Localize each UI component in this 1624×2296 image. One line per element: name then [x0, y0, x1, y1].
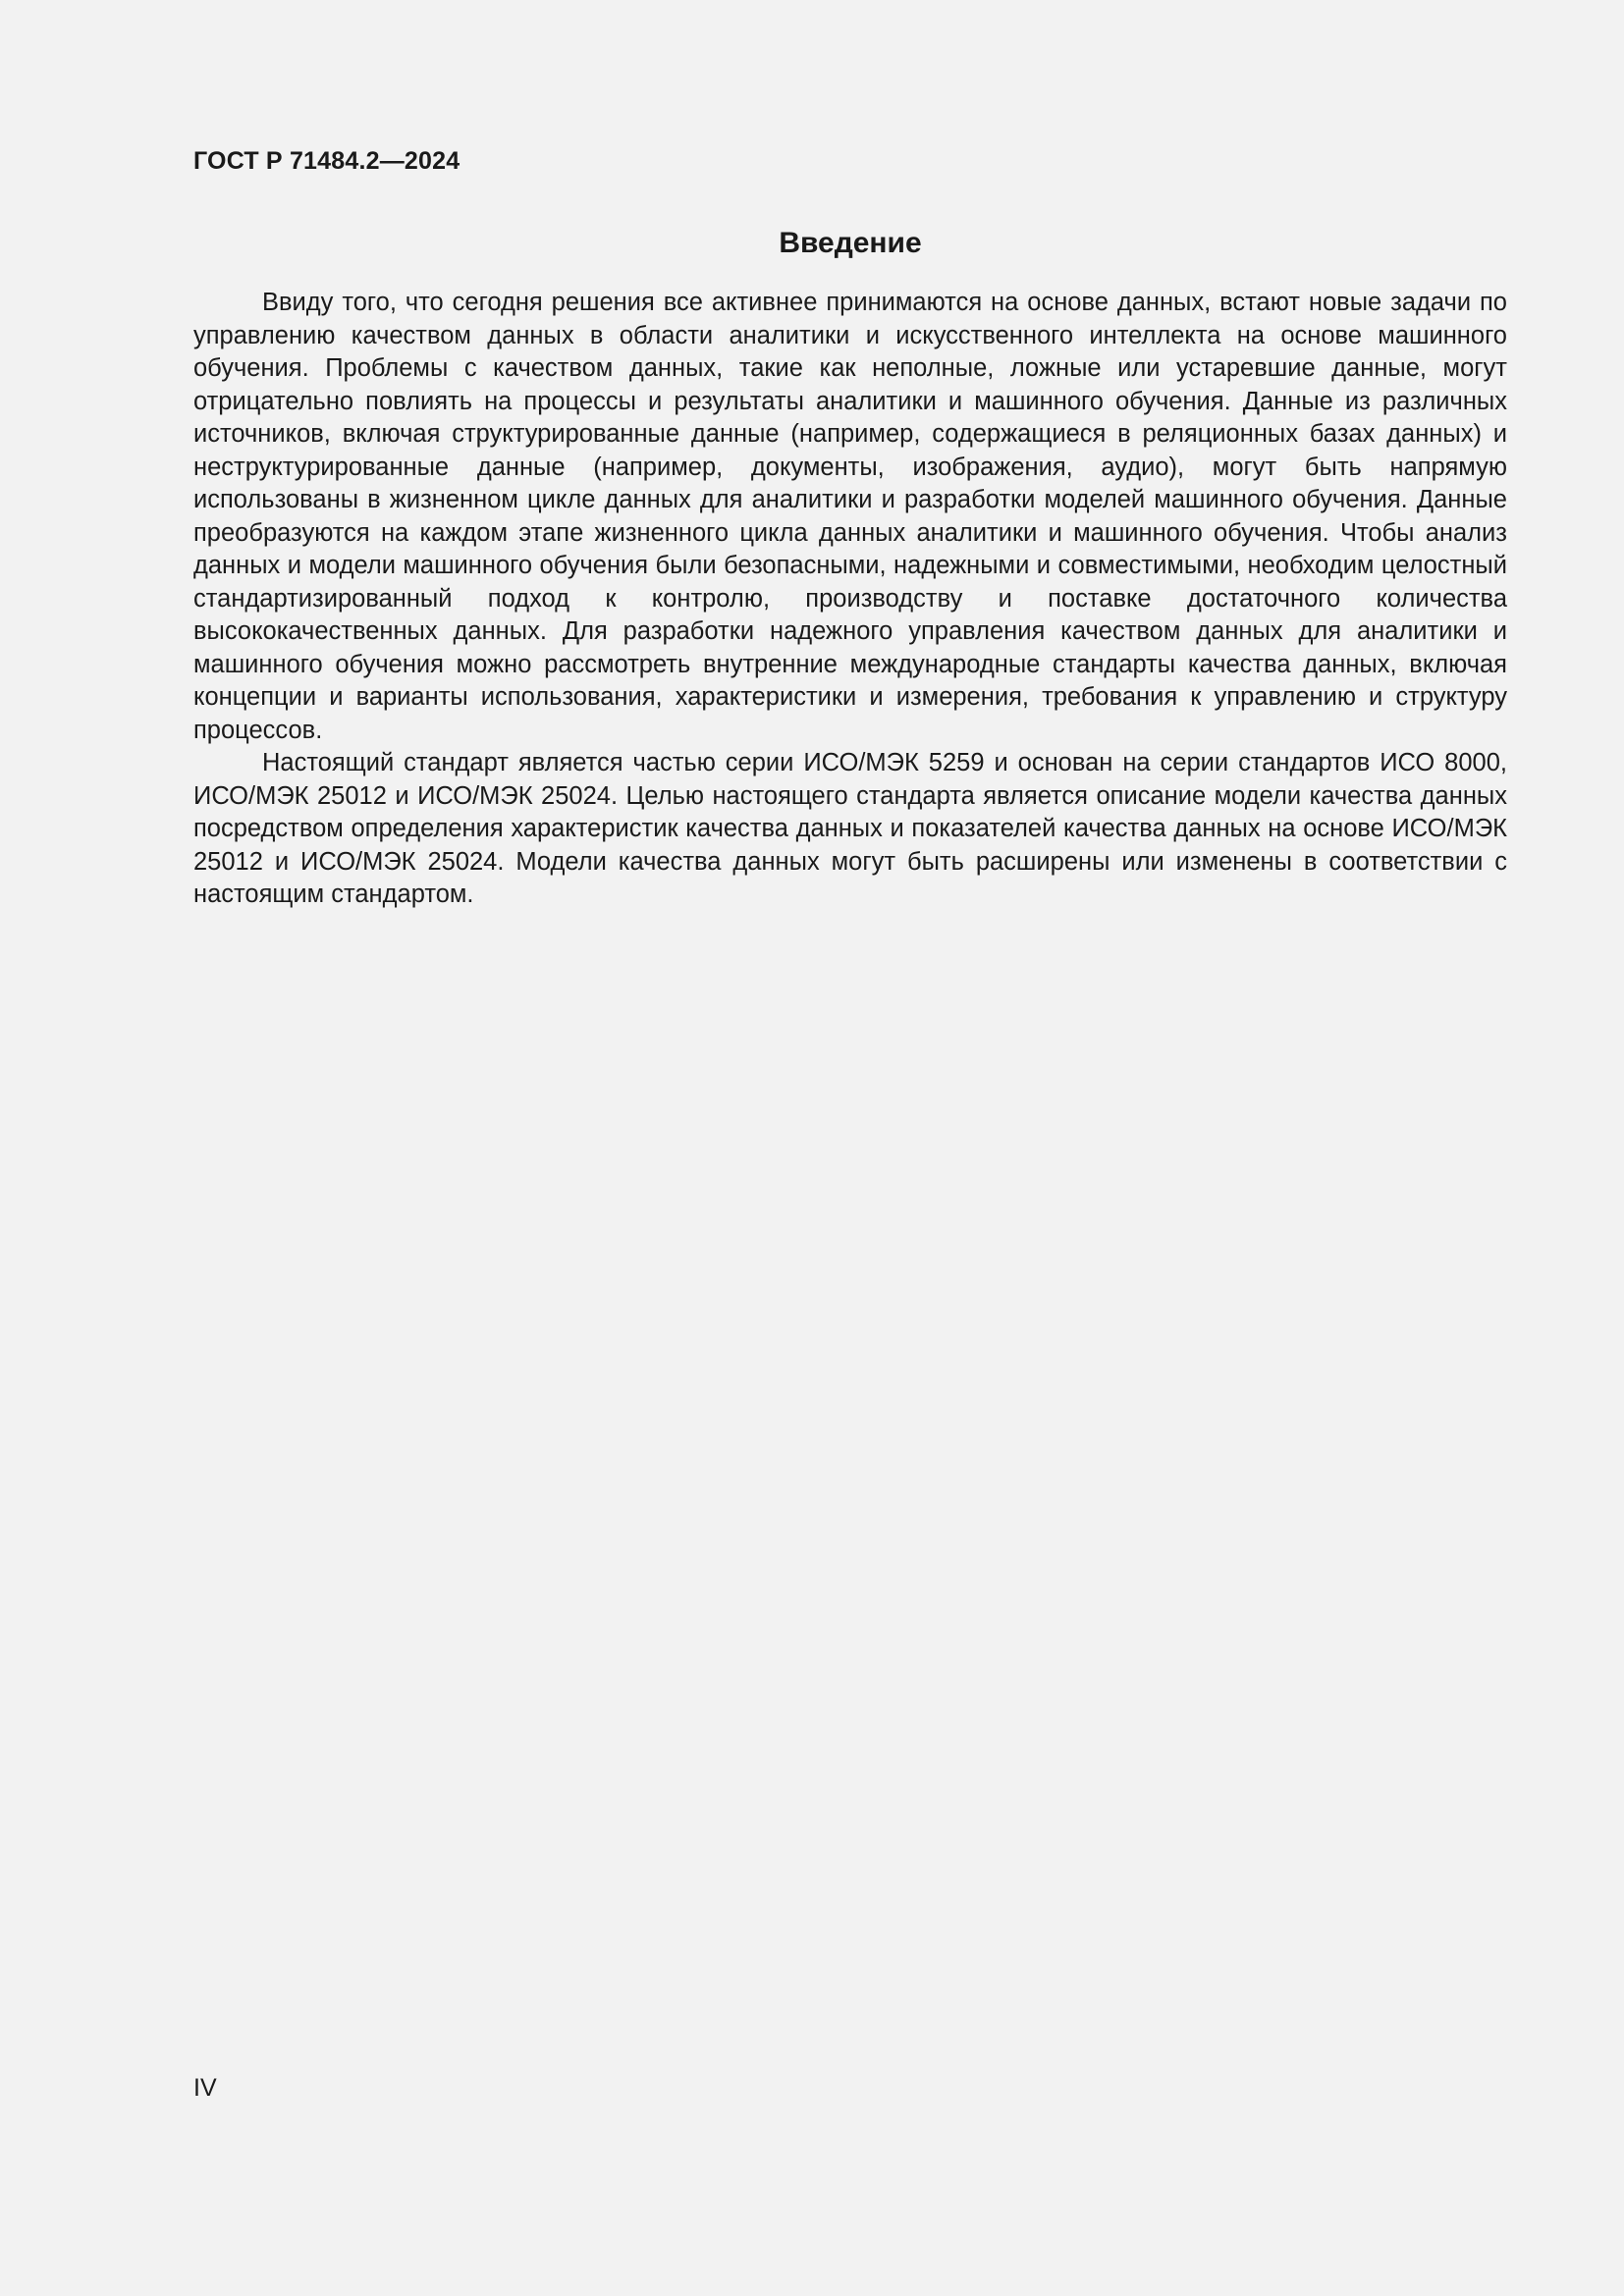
section-title: Введение: [779, 227, 922, 259]
page-number: IV: [193, 2074, 217, 2102]
body-text: [193, 287, 1507, 912]
paragraph-2: Настоящий стандарт является частью серии ИСО/МЭК 5259 и основан на серии стандартов ИСО 8000, ИСО/МЭК 25012 и ИСО/МЭК 25024. Целью настоящего стандарта является описание модели качества данных посредством определения характеристик качества данных и показателей качества данных на основе ИСО/МЭК 25012 и ИСО/МЭК 25024. Модели качества данных могут быть расширены или изменены в соответствии с настоящим стандартом.: [193, 749, 1507, 908]
document-page: [193, 0, 1507, 2296]
document-designation: ГОСТ Р 71484.2—2024: [193, 147, 460, 175]
paragraph-1: Ввиду того, что сегодня решения все активнее принимаются на основе данных, встают новые задачи по управлению качеством данных в области аналитики и искусственного интеллекта на основе машинного обучения. Проблемы с качеством данных, такие как неполные, ложные или устаревшие данные, могут отрицательно повлиять на процессы и результаты аналитики и машинного обучения. Данные из различных источников, включая структурированные данные (например, содержащиеся в реляционных базах данных) и неструктурированные данные (например, документы, изображения, аудио), могут быть напрямую использованы в жизненном цикле данных для аналитики и разработки моделей машинного обучения. Данные преобразуются на каждом этапе жизненного цикла данных аналитики и машинного обучения. Чтобы анализ данных и модели машинного обучения были безопасными, надежными и совместимыми, необходим целостный стандартизированный подход к контролю, производству и поставке достаточного количества высококачественных данных. Для разработки надежного управления качеством данных для аналитики и машинного обучения можно рассмотреть внутренние международные стандарты качества данных, включая концепции и варианты использования, характеристики и измерения, требования к управлению и структуру процессов.: [193, 289, 1507, 744]
